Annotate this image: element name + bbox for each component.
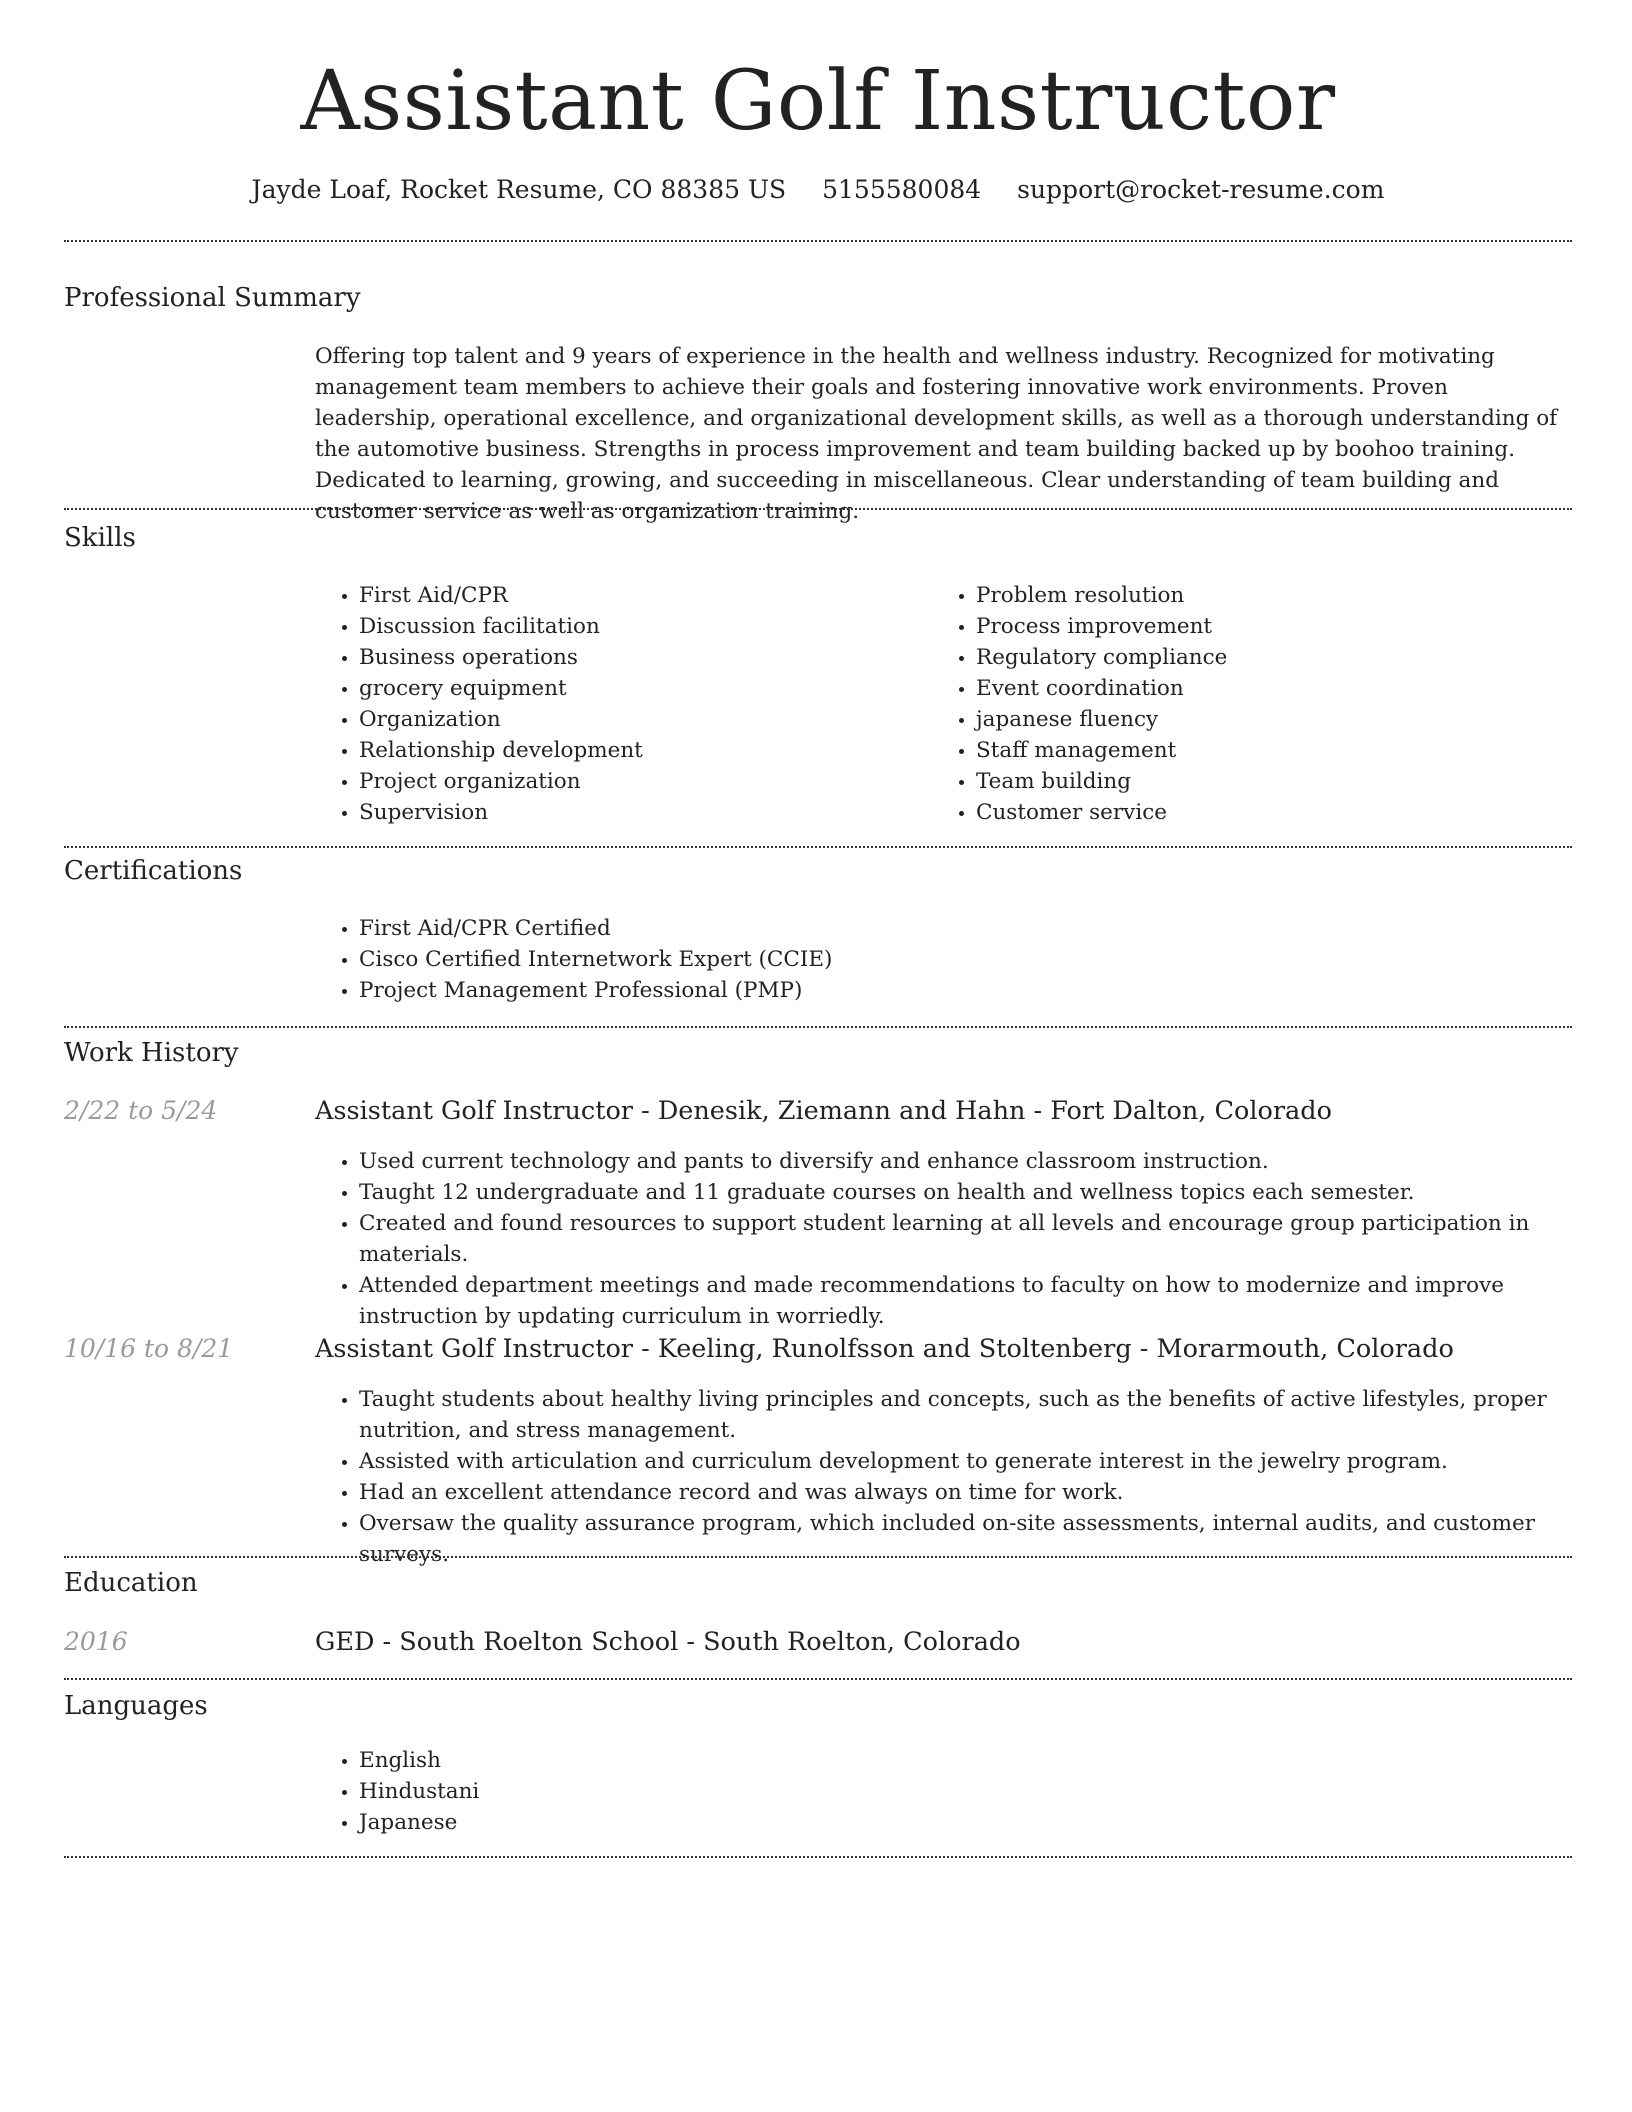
languages-list (315, 1745, 959, 1838)
education-title: GED (315, 1627, 375, 1657)
skill-item: • Organization (359, 704, 919, 735)
job-bullet: • Created and found resources to support student learning at all levels and encourage group participation in materials. (359, 1208, 1574, 1270)
job-bullet: • Taught 12 undergraduate and 11 graduate courses on health and wellness topics each semester. (359, 1177, 1574, 1208)
skill-item: • Event coordination (976, 673, 1576, 704)
contact-address: Jayde Loaf, Rocket Resume, CO 88385 US (251, 175, 787, 204)
certification-item: • Project Management Professional (PMP) (359, 975, 1559, 1006)
summary-heading: Professional Summary (64, 283, 361, 313)
skill-item: • japanese fluency (976, 704, 1576, 735)
skill-item: • Business operations (359, 642, 919, 673)
skill-item: • Regulatory compliance (976, 642, 1576, 673)
job-details: - Denesik, Ziemann and Hahn - Fort Dalton, Colorado (633, 1096, 1332, 1126)
job-heading (315, 1331, 1454, 1367)
certification-item: • First Aid/CPR Certified (359, 913, 1559, 944)
job-bullets (315, 1384, 1574, 1570)
job-heading (315, 1093, 1332, 1129)
section-divider (64, 1026, 1572, 1028)
job-title: Assistant Golf Instructor (315, 1096, 633, 1126)
skill-item: • Supervision (359, 797, 919, 828)
job-bullet: • Oversaw the quality assurance program, which included on-site assessments, internal audits, and customer surveys. (359, 1508, 1574, 1570)
languages-heading: Languages (64, 1691, 208, 1721)
certifications-heading: Certifications (64, 856, 243, 886)
section-divider (64, 1678, 1572, 1680)
work-heading: Work History (64, 1038, 239, 1068)
education-heading: Education (64, 1568, 198, 1598)
contact-phone: 5155580084 (822, 175, 982, 204)
education-year: 2016 (64, 1627, 128, 1656)
skill-item: • Discussion facilitation (359, 611, 919, 642)
language-item: • Japanese (359, 1807, 959, 1838)
section-divider (64, 846, 1572, 848)
section-divider (64, 1556, 1572, 1558)
job-bullets (315, 1146, 1574, 1332)
page-title: Assistant Golf Instructor (300, 54, 1336, 149)
contact-email: support@rocket-resume.com (1017, 175, 1385, 204)
summary-text: Offering top talent and 9 years of experience in the health and wellness industry. Recognized for motivating management team members to achieve their goals and fostering innovative work environments. Proven leadership, operational excellence, and organizational development skills, as well as a thorough understanding of the automotive business. Strengths in process improvement and team building backed up by boohoo training. Dedicated to learning, growing, and succeeding in miscellaneous. Clear understanding of team building and customer service as well as organization training. (315, 344, 1558, 524)
skill-item: • Customer service (976, 797, 1576, 828)
contact-info (64, 172, 1572, 208)
job-bullet: • Assisted with articulation and curriculum development to generate interest in the jewelry program. (359, 1446, 1574, 1477)
job-dates: 2/22 to 5/24 (64, 1096, 218, 1125)
language-item: • Hindustani (359, 1776, 959, 1807)
skill-item: • Project organization (359, 766, 919, 797)
skills-heading: Skills (64, 523, 136, 553)
skill-item: • Team building (976, 766, 1576, 797)
skill-item: • Relationship development (359, 735, 919, 766)
job-bullet: • Attended department meetings and made recommendations to faculty on how to modernize and improve instruction by updating curriculum in worriedly. (359, 1270, 1574, 1332)
job-bullet: • Used current technology and pants to diversify and enhance classroom instruction. (359, 1146, 1574, 1177)
certification-item: • Cisco Certified Internetwork Expert (CCIE) (359, 944, 1559, 975)
job-title: Assistant Golf Instructor (315, 1334, 633, 1364)
language-item: • English (359, 1745, 959, 1776)
education-entry (315, 1624, 1021, 1660)
section-divider (64, 1856, 1572, 1858)
skill-item: • grocery equipment (359, 673, 919, 704)
certifications-list (315, 913, 1559, 1006)
job-dates: 10/16 to 8/21 (64, 1334, 234, 1363)
skills-list-left (315, 580, 919, 828)
skills-list-right (932, 580, 1576, 828)
education-details: - South Roelton School - South Roelton, Colorado (374, 1627, 1021, 1657)
job-bullet: • Had an excellent attendance record and was always on time for work. (359, 1477, 1574, 1508)
skill-item: • Process improvement (976, 611, 1576, 642)
skill-item: • Staff management (976, 735, 1576, 766)
section-divider (64, 508, 1572, 510)
job-bullet: • Taught students about healthy living principles and concepts, such as the benefits of active lifestyles, proper nutrition, and stress management. (359, 1384, 1574, 1446)
skill-item: • First Aid/CPR (359, 580, 919, 611)
job-details: - Keeling, Runolfsson and Stoltenberg - Morarmouth, Colorado (633, 1334, 1454, 1364)
section-divider (64, 240, 1572, 242)
skill-item: • Problem resolution (976, 580, 1576, 611)
